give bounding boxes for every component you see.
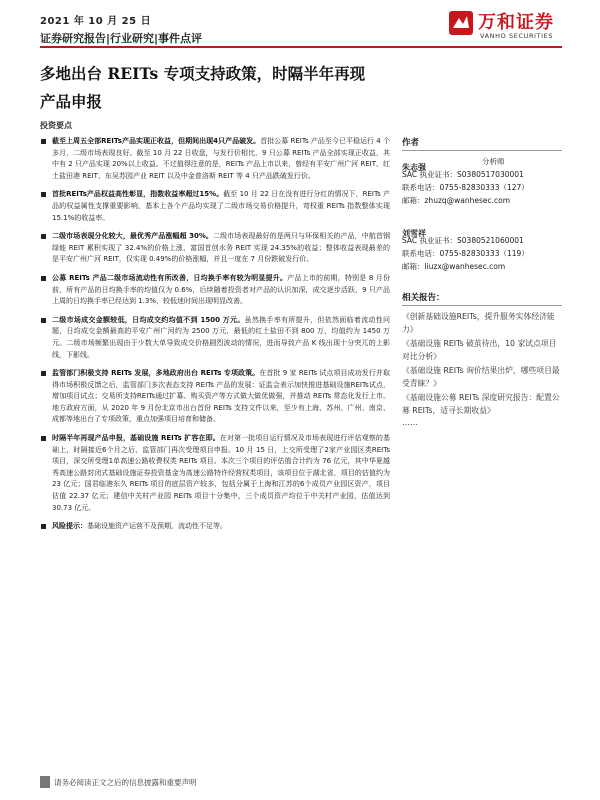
key-point-body: 截至 10 月 22 日在没有进行分红的情况下，REITs 产品的权益属性支撑重要影响，基本上各个产品均实现了二级市场交易价格提升，弯权重 REITs 指数整体实现 15.1%的收益率。 xyxy=(52,190,391,222)
analyst-phone: 联系电话：0755-82830333（119） xyxy=(402,249,529,258)
key-point-item xyxy=(40,273,390,308)
key-point-body: 二级市场表现最好的是两只与环保相关的产品，中航首钢绿能 REIT 累积实现了 32.4%的价格上涨，富国首创水务 REIT 实现 24.35%的收益；整体收益表现最差的是平安广州广河 REIT，仅实现 0.49%的价格涨幅，并且一度在 7 月份跌破发行价。 xyxy=(52,232,390,264)
key-point-item xyxy=(40,315,390,361)
report-category: 证券研究报告|行业研究|事件点评 xyxy=(40,32,203,45)
analyst-name-row xyxy=(402,221,562,238)
analyst-card xyxy=(402,155,562,207)
key-point-item xyxy=(40,368,390,426)
brand-logo xyxy=(448,8,566,44)
logo-cn-text: 万和证券 xyxy=(478,12,554,33)
related-report-item[interactable]: 《创新基础设施REITs，提升服务实体经济能力》 xyxy=(402,312,555,334)
related-report-item[interactable]: 《基础设施 REITs 破茧待出，10 家试点项目对比分析》 xyxy=(402,339,557,361)
footer-marker xyxy=(40,776,50,788)
key-point-lead: 时隔半年再现产品申报，基础设施 REITs 扩容在即。 xyxy=(52,434,220,443)
section-label: 投资要点 xyxy=(40,121,72,130)
key-point-body: 在首批 9 家 REITs 试点项目成功发行并取得市场积极反馈之后，监管部门多次表态支持 REITs 产品的发展：证监会表示加快推进基础设施REITs试点，增加项目试点；交易所支持REITs通过扩募、购买资产等方式做大做优做强，并推动 REITs 常态化发行上市。地方政府方面，从 2020 年 9 月份北京市出台首份 REITs 支持文件以来，至少有上海、苏州、广州、南京、成都等地出台了专项政策，重点加强项目培育和储备。 xyxy=(52,369,390,424)
sidebar xyxy=(402,136,562,427)
report-date: 2021 年 10 月 25 日 xyxy=(40,16,152,27)
key-point-lead: 二级市场成交金额较低，日均成交约均值不到 1500 万元。 xyxy=(52,315,245,324)
logo-en-text: VANHO SECURITIES xyxy=(480,32,554,40)
key-point-body: 基础设施资产运营不及预期，流动性不足等。 xyxy=(87,522,227,531)
logo-mark-icon xyxy=(448,10,474,36)
related-report-item[interactable]: 《基础设施 REITs 询价结果出炉，哪些项目最受青睐？》 xyxy=(402,366,560,388)
key-point-item xyxy=(40,189,390,224)
analyst-name-row xyxy=(402,155,562,172)
analyst-name: 刘雪祥 xyxy=(402,229,426,238)
analyst-email[interactable]: 邮箱：zhuzq@wanhesec.com xyxy=(402,196,511,205)
analyst-name: 朱志强 xyxy=(402,163,426,172)
analyst-phone: 联系电话：0755-82830333（127） xyxy=(402,183,529,192)
related-heading: 相关报告： xyxy=(402,291,562,306)
key-point-lead: 监管部门积极支持 REITs 发展，多地政府出台 REITs 专项政策。 xyxy=(52,369,260,378)
analyst-email[interactable]: 邮箱：liuzx@wanhesec.com xyxy=(402,262,506,271)
key-point-item xyxy=(40,433,390,514)
key-point-lead: 截至上周五全部REITs产品实现正收益，但期间出现4只产品破发。 xyxy=(52,137,261,145)
analyst-cert: SAC 执业证书：S0380521060001 xyxy=(402,236,524,245)
header-divider xyxy=(40,46,562,48)
key-point-body: 在对第一批项目运行情况及市场表现进行评估观察的基础上，时隔接近6个月之后，监管部门再次受理项目申报。10 月 15 日，上交所受理了2家产业园区类REITs项目，深交所受理1单高速公路收费权类 REITs 项目。本次三个项目的评估值合计约为 76 亿元，其中华夏越秀高速公路封闭式基础设施证券投资基金为高速公路特许经营权类项目，该项目位于湖北省，项目的估值约为 23 亿元；国君临港东久 REITs 项目的底层资产较多，包括分属于上海和江苏的6个成员产业园区资产，项目估值 22.37 亿元；建信中关村产业园 REITs 项目十分集中，三个成员资产均位于中关村产业园，估值达到 30.73 亿元。 xyxy=(52,434,390,512)
key-point-body: 首批公募 REITs 产品至今已平稳运行 4 个多月，二级市场表现良好。截至 10 月 22 日收盘，与发行价相比，9 只公募 REITs 产品全部实现正收益，其中有 2 只产品实现 20%以上收益。不过值得注意的是，REITs 产品上市以来，曾经有平安广州广河 REIT、红土盐田港 REIT、东吴苏园产业 REIT 以及中金普洛斯 REIT 等 4 只产品跌破发行价。 xyxy=(52,137,390,180)
analyst-cert: SAC 执业证书：S0380517030001 xyxy=(402,170,524,179)
key-point-body: 虽然换手率有所提升，但依然面临着流动性问题，日均成交金额最高的平安广州广河约为 2500 万元，最低的红土盐田不到 800 万，均值约为 1450 万元。二级市场频繁出现由于少数大单导致成交价格剧烈波动的情况，进而导致产品 K 线出现十分突兀的上影线，下影线。 xyxy=(52,315,391,359)
analyst-role: 分析师 xyxy=(482,157,505,166)
related-report-more: …… xyxy=(402,418,418,427)
key-point-lead: 风险提示： xyxy=(52,522,87,531)
key-point-lead: 首批REITs产品权益高性彰显，指数收益率超过15%。 xyxy=(52,190,224,199)
key-point-lead: 二级市场表现分化较大，最优秀产品涨幅超 30%。 xyxy=(52,232,214,241)
key-point-item xyxy=(40,136,390,182)
key-point-item xyxy=(40,521,390,533)
key-point-item xyxy=(40,231,390,266)
key-point-body: 产品上市的前期，特别是 8 月份前，所有产品的日均换手率的均值仅为 0.6%，后续随着投资者对产品的认识加深，成交逐步活跃，9 只产品上周的日均换手率已经达到 1.3%，较低迷时间出现明显改善。 xyxy=(52,273,390,306)
analyst-heading: 作者 xyxy=(402,136,562,151)
related-report-item[interactable]: 《基础设施公募 REITs 深度研究报告：配置公募 REITs，适寻长期收益》 xyxy=(402,393,560,415)
footer-disclaimer: 请务必阅读正文之后的信息披露和重要声明 xyxy=(54,778,197,787)
page-title: 多地出台 REITs 专项支持政策，时隔半年再现产品申报 xyxy=(40,64,366,111)
key-point-lead: 公募 REITs 产品二级市场流动性有所改善，日均换手率有较为明显提升。 xyxy=(52,273,288,282)
main-content xyxy=(40,136,390,540)
analyst-card xyxy=(402,221,562,273)
